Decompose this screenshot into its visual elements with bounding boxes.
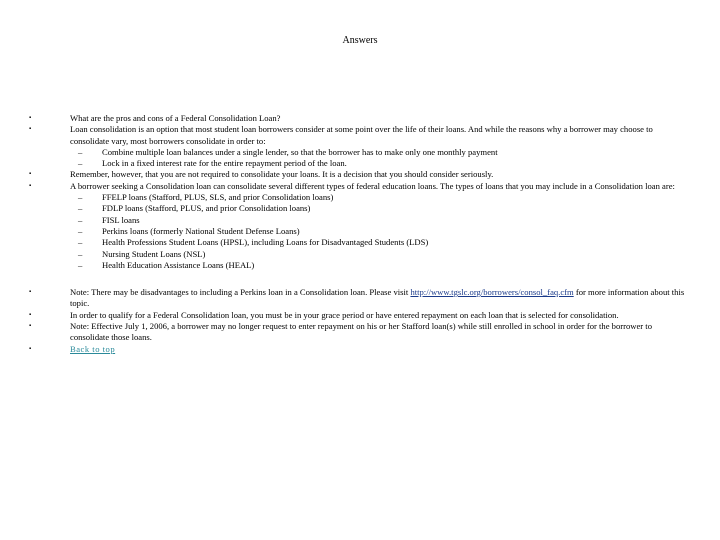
list-item — [29, 113, 689, 124]
dash-icon: – — [78, 248, 83, 259]
dash-icon: – — [78, 203, 83, 214]
bullet-icon: ▪ — [29, 345, 32, 352]
sub-item — [70, 203, 689, 214]
loan-type-text: Health Education Assistance Loans (HEAL) — [102, 259, 255, 270]
dash-icon: – — [78, 192, 83, 203]
tgslc-faq-link[interactable]: http://www.tgslc.org/borrowers/consol_faq.cfm — [410, 287, 574, 298]
bullet-icon: ▪ — [29, 171, 32, 178]
bullet-icon: ▪ — [29, 115, 32, 121]
bullet-icon: ▪ — [29, 311, 32, 318]
bullet-icon: ▪ — [29, 323, 32, 330]
consolidation-intro: Loan consolidation is an option that most student loan borrowers consider at some point over the life of their loans. And while the reasons why a borrower may choose to consolidate vary, most borrowers consolidate in order to: — [70, 124, 653, 146]
reason-text: Lock in a fixed interest rate for the entire repayment period of the loan. — [102, 158, 347, 169]
sub-item — [70, 158, 689, 169]
item-text — [70, 287, 689, 310]
spacer — [29, 271, 689, 287]
loan-type-text: FISL loans — [102, 214, 140, 225]
dash-icon: – — [78, 158, 83, 169]
bullet-icon: ▪ — [29, 126, 32, 133]
list-item — [29, 169, 689, 180]
answer-list — [29, 113, 689, 355]
dash-icon: – — [78, 237, 83, 248]
sub-item — [70, 147, 689, 158]
dash-icon: – — [78, 225, 83, 236]
reason-text: Combine multiple loan balances under a single lender, so that the borrower has to make only one monthly payment — [102, 146, 498, 157]
list-item — [29, 321, 689, 344]
loan-type-text: FDLP loans (Stafford, PLUS, and prior Consolidation loans) — [102, 203, 311, 214]
sub-item — [70, 249, 689, 260]
question-text: What are the pros and cons of a Federal Consolidation Loan? — [70, 113, 281, 123]
stafford-note-text: Note: Effective July 1, 2006, a borrower may no longer request to enter repayment on his or her Stafford loan(s) while still enrolled in school in order for the borrower to consolidate those loans. — [70, 321, 652, 343]
dash-icon: – — [78, 259, 83, 270]
loan-types-intro: A borrower seeking a Consolidation loan can consolidate several different types of federal education loans. The types of loans that you may include in a Consolidation loan are: — [70, 180, 675, 191]
bullet-icon: ▪ — [29, 289, 32, 296]
perkins-note-tail: for more information about this topic. — [70, 287, 685, 309]
item-text — [70, 124, 689, 169]
item-text — [70, 181, 689, 271]
sub-item — [70, 215, 689, 226]
qualify-text: In order to qualify for a Federal Consolidation loan, you must be in your grace period or have entered repayment on each loan that is selected for consolidation. — [70, 309, 619, 320]
list-item — [29, 344, 689, 355]
list-item — [29, 310, 689, 321]
sub-item — [70, 226, 689, 237]
dash-icon: – — [78, 214, 83, 225]
perkins-note-text: Note: There may be disadvantages to including a Perkins loan in a Consolidation loan. Please visit — [70, 287, 411, 298]
sub-item — [70, 260, 689, 271]
loan-type-text: FFELP loans (Stafford, PLUS, SLS, and prior Consolidation loans) — [102, 192, 334, 203]
dash-icon: – — [78, 146, 83, 157]
sub-item — [70, 192, 689, 203]
item-text — [70, 344, 689, 355]
bullet-icon: ▪ — [29, 182, 32, 189]
list-item — [29, 124, 689, 169]
back-to-top-link[interactable]: Back to top — [70, 343, 116, 354]
sub-item — [70, 237, 689, 248]
list-item — [29, 287, 689, 310]
page-title: Answers — [342, 35, 378, 46]
loan-type-text: Nursing Student Loans (NSL) — [102, 248, 206, 259]
reminder-text: Remember, however, that you are not required to consolidate your loans. It is a decision that you should consider seriously. — [70, 169, 494, 180]
loan-type-text: Health Professions Student Loans (HPSL), including Loans for Disadvantaged Students (LDS) — [102, 237, 429, 248]
loan-type-text: Perkins loans (formerly National Student Defense Loans) — [102, 225, 300, 236]
list-item — [29, 181, 689, 271]
